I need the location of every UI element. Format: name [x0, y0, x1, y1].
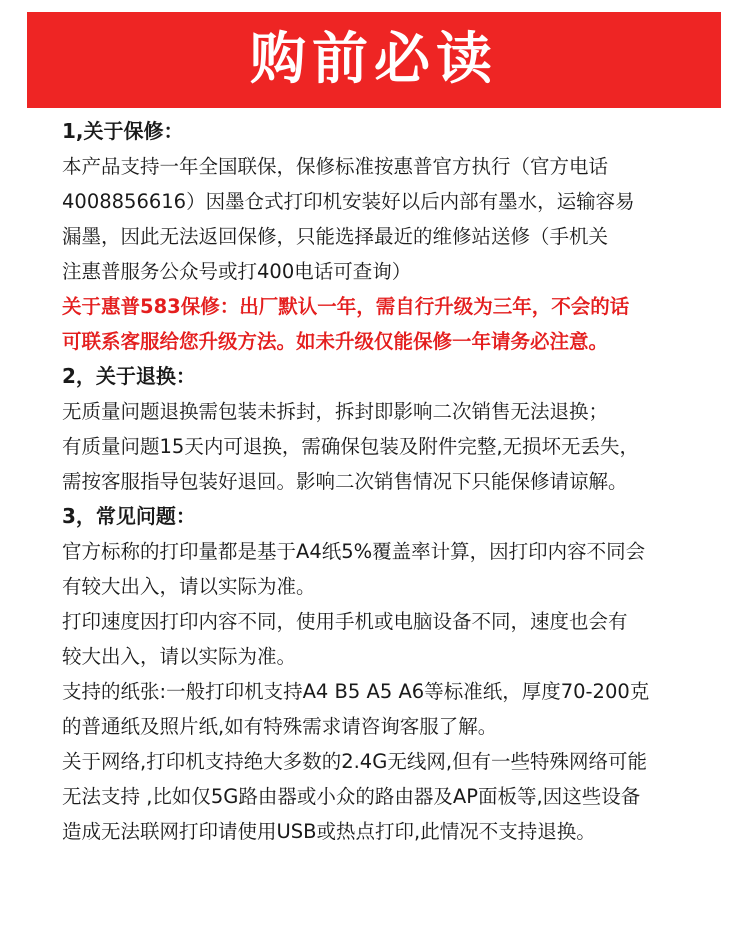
faq-section: [62, 499, 732, 849]
faq-line: 无法支持 ,比如仅5G路由器或小众的路由器及AP面板等,因这些设备: [62, 785, 641, 808]
faq-heading: 3，常见问题：: [62, 504, 196, 528]
warranty-line: 注惠普服务公众号或打400电话可查询）: [62, 260, 412, 283]
warranty-line: 本产品支持一年全国联保，保修标准按惠普官方执行（官方电话: [62, 155, 609, 178]
faq-line: 有较大出入，请以实际为准。: [62, 575, 316, 598]
faq-line: 较大出入，请以实际为准。: [62, 645, 297, 668]
page-title: 购前必读: [250, 27, 498, 92]
faq-line: 支持的纸张:一般打印机支持A4 B5 A5 A6等标准纸，厚度70-200克: [62, 680, 650, 703]
warranty-notice-line: 可联系客服给您升级方法。如未升级仅能保修一年请务必注意。: [62, 330, 609, 353]
faq-line: 关于网络,打印机支持绝大多数的2.4G无线网,但有一些特殊网络可能: [62, 750, 648, 773]
faq-line: 官方标称的打印量都是基于A4纸5%覆盖率计算，因打印内容不同会: [62, 540, 646, 563]
notice-content: [62, 114, 732, 849]
returns-heading: 2，关于退换：: [62, 364, 196, 388]
returns-line: 无质量问题退换需包装未拆封，拆封即影响二次销售无法退换；: [62, 400, 609, 423]
faq-line: 的普通纸及照片纸,如有特殊需求请咨询客服了解。: [62, 715, 498, 738]
returns-section: [62, 359, 732, 499]
warranty-line: 4008856616）因墨仓式打印机安装好以后内部有墨水，运输容易: [62, 190, 635, 213]
warranty-line: 漏墨，因此无法返回保修，只能选择最近的维修站送修（手机关: [62, 225, 609, 248]
faq-line: 造成无法联网打印请使用USB或热点打印,此情况不支持退换。: [62, 820, 596, 843]
returns-line: 有质量问题15天内可退换，需确保包装及附件完整,无损坏无丢失，: [62, 435, 640, 458]
warranty-section: [62, 114, 732, 359]
warranty-heading: 1,关于保修：: [62, 119, 184, 143]
returns-line: 需按客服指导包装好退回。影响二次销售情况下只能保修请谅解。: [62, 470, 628, 493]
title-banner: [27, 12, 721, 108]
warranty-notice-line: 关于惠普583保修：出厂默认一年，需自行升级为三年，不会的话: [62, 295, 630, 318]
faq-line: 打印速度因打印内容不同，使用手机或电脑设备不同，速度也会有: [62, 610, 628, 633]
